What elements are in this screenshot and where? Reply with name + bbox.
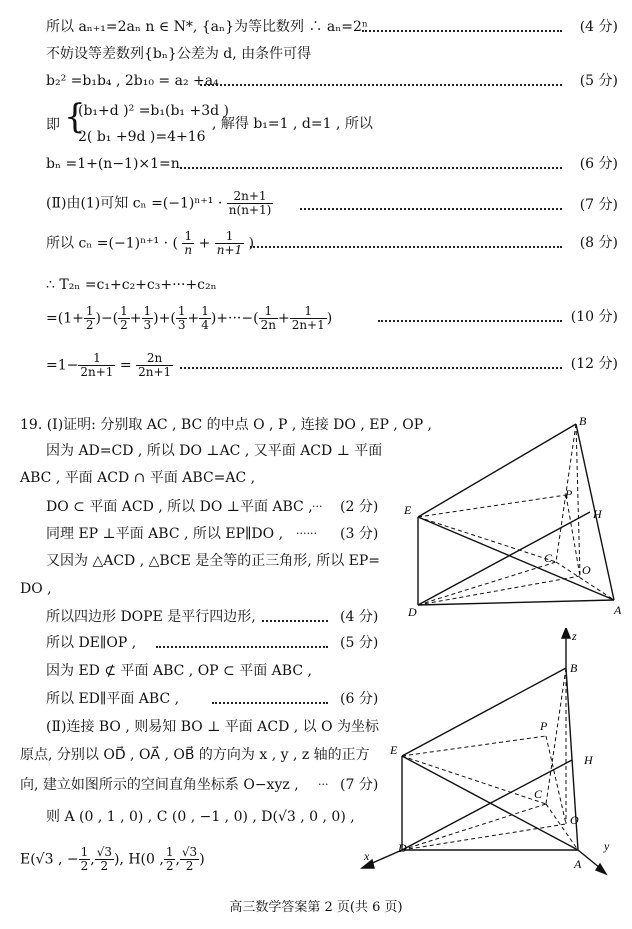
t: , — [90, 851, 95, 868]
figure-1-solid — [396, 412, 626, 624]
frac-den: n — [184, 243, 193, 257]
paren: ) — [248, 235, 255, 252]
frac-num: 1 — [201, 304, 209, 318]
score-6: (6 分) — [579, 156, 618, 172]
frac-den: 2n — [260, 318, 276, 332]
score-12: (12 分) — [570, 356, 618, 372]
frac-den: 3 — [143, 318, 152, 332]
q19-line: 因为 AD=CD , 所以 DO ⊥AC , 又平面 ACD ⊥ 平面 — [46, 443, 383, 459]
line-telescoping — [46, 305, 332, 332]
score-r5: (5 分) — [340, 635, 379, 651]
q19-line: 所以 ED∥平面 ABC , — [46, 691, 180, 707]
fig1-label-E: E — [404, 503, 412, 517]
frac-den: 2n+1 — [80, 365, 114, 379]
dot-leader — [262, 620, 328, 622]
frac-num: √3 — [96, 845, 112, 859]
frac — [84, 305, 96, 332]
frac — [118, 305, 130, 332]
dashed-EC — [402, 756, 546, 804]
t: + — [129, 310, 142, 327]
fig2-label-z: z — [572, 629, 577, 643]
system-eq1: (b₁+d )² =b₁(b₁ +3d ) — [78, 103, 230, 119]
z-arrow — [562, 628, 570, 638]
frac-den: 2n+1 — [138, 365, 172, 379]
score-5: (5 分) — [579, 73, 618, 89]
cn-prefix: (Ⅱ)由(1)可知 cₙ =(−1)ⁿ⁺¹ · — [46, 195, 223, 212]
line-cn-formula — [46, 190, 273, 217]
score-r2: (2 分) — [340, 499, 379, 515]
frac-den: 2 — [120, 318, 128, 332]
line-bn-formula: bₙ =1+(n−1)×1=n — [46, 156, 180, 172]
q19-line: ABC , 平面 ACD ∩ 平面 ABC=AC , — [20, 470, 256, 486]
dashed-PO — [546, 736, 566, 824]
fig1-label-B: B — [579, 414, 587, 428]
dashed-BC — [546, 668, 566, 804]
t: =1− — [46, 357, 79, 374]
frac — [142, 305, 154, 332]
fig2-label-D: D — [398, 841, 407, 855]
frac-den: 2 — [80, 859, 89, 873]
frac-num: 1 — [182, 230, 194, 244]
frac — [164, 846, 176, 873]
q19-line: 同理 EP ⊥平面 ABC , 所以 EP∥DO , — [46, 526, 284, 542]
line-bn-setup: 不妨设等差数列{bₙ}公差为 d, 由条件可得 — [46, 46, 312, 62]
dot-leader — [180, 367, 562, 369]
fig2-label-x: x — [364, 849, 370, 863]
frac-num: 1 — [290, 305, 327, 319]
t: ) — [199, 851, 205, 868]
frac — [180, 846, 199, 873]
score-10: (10 分) — [570, 309, 618, 325]
q19-line: (Ⅱ)连接 BO , 则易知 BO ⊥ 平面 ACD , 以 O 为坐标 — [46, 719, 380, 735]
frac-num: 1 — [165, 845, 174, 859]
t: , — [175, 851, 180, 868]
q19-coords-EH — [20, 846, 205, 873]
frac-num: 1 — [215, 230, 244, 244]
system-solution: , 解得 b₁=1 , d=1 , 所以 — [212, 116, 373, 132]
t: )−( — [95, 310, 119, 327]
frac-den: 3 — [177, 318, 186, 332]
dot-leader — [200, 84, 562, 86]
q19-line: 原点, 分别以 OD⃗ , OA⃗ , OB⃗ 的方向为 x , y , z 轴的正方 — [20, 747, 370, 763]
t: E(√3 , − — [20, 851, 79, 868]
system-eq2: 2( b₁ +9d )=4+16 — [78, 129, 206, 145]
frac — [182, 230, 194, 257]
edge-DH — [418, 512, 590, 605]
score-r3: (3 分) — [340, 526, 379, 542]
dot-leader — [156, 646, 328, 648]
fig1-label-O: O — [582, 563, 591, 577]
q19-line: 向, 建立如图所示的空间直角坐标系 O−xyz , — [20, 777, 299, 793]
q19-line: 因为 ED ⊄ 平面 ABC , OP ⊂ 平面 ABC , — [46, 663, 312, 679]
frac — [290, 305, 327, 332]
edge-EB — [418, 424, 576, 517]
fig2-label-A: A — [574, 857, 582, 871]
frac-den: 4 — [201, 318, 209, 332]
dashed-DO — [418, 576, 580, 605]
score-r6: (6 分) — [340, 691, 379, 707]
frac-num: 1 — [120, 304, 128, 318]
score-4: (4 分) — [579, 19, 618, 35]
frac — [136, 352, 173, 379]
q19-line: 19. (Ⅰ)证明: 分别取 AC , BC 的中点 O , P , 连接 DO , EP , OP , — [20, 417, 433, 433]
fig1-label-A: A — [614, 603, 622, 617]
frac-den: 2n+1 — [291, 318, 325, 332]
frac-den: 2 — [165, 859, 174, 873]
t: = — [115, 357, 137, 374]
frac-den: n(n+1) — [228, 203, 272, 217]
line-cn-split — [46, 230, 254, 257]
cn-split-prefix: 所以 cₙ =(−1)ⁿ⁺¹ · ( — [46, 235, 178, 252]
dot-leader — [378, 320, 562, 322]
frac-num: 1 — [259, 305, 278, 319]
system-brace: { — [64, 97, 86, 137]
frac — [199, 305, 211, 332]
frac-den: 2 — [85, 318, 94, 332]
fig1-label-P: P — [565, 487, 573, 501]
frac — [215, 230, 244, 257]
frac — [95, 846, 114, 873]
edge-EB — [402, 668, 566, 756]
t: )+···−( — [210, 310, 259, 327]
frac-num: 2n+1 — [227, 190, 274, 204]
dot-leader-short: ··· — [318, 778, 329, 791]
dashed-DC — [402, 804, 546, 850]
page-footer: 高三数学答案第 2 页(共 6 页) — [229, 900, 403, 915]
t: ), H(0 , — [113, 851, 164, 868]
fig2-label-E: E — [390, 743, 398, 757]
t: + — [277, 310, 290, 327]
fig2-label-B: B — [570, 661, 578, 675]
q19-line: 所以四边形 DOPE 是平行四边形, — [46, 609, 256, 625]
dashed-CA — [546, 804, 578, 850]
score-8: (8 分) — [579, 235, 618, 251]
score-r7: (7 分) — [340, 777, 379, 793]
plus: + — [198, 235, 211, 252]
frac-num: 2n — [136, 352, 173, 366]
fig1-label-H: H — [593, 507, 602, 521]
frac-den: 2 — [185, 859, 194, 873]
q19-line: 所以 DE∥OP , — [46, 635, 137, 651]
frac-num: 1 — [143, 304, 152, 318]
dashed-EP — [402, 736, 546, 756]
t: =(1+ — [46, 310, 84, 327]
frac — [259, 305, 278, 332]
fig1-label-C: C — [544, 551, 553, 565]
t: ) — [326, 310, 333, 327]
frac-num: 1 — [80, 845, 89, 859]
t: )+( — [153, 310, 176, 327]
dashed-PO — [566, 495, 580, 576]
dot-leader-short: ··· — [312, 500, 323, 513]
dot-leader-short: ······ — [296, 527, 317, 540]
dashed-EC — [418, 517, 556, 562]
fig2-label-H: H — [584, 753, 593, 767]
line-T2n-result — [46, 352, 173, 379]
dot-leader — [212, 702, 328, 704]
line-bn-condition: b₂² =b₁b₄ , 2b₁₀ = a₂ +a₄ — [46, 73, 219, 89]
fig2-label-y: y — [604, 839, 610, 853]
q19-line: DO , — [20, 581, 52, 597]
frac-num: √3 — [181, 845, 198, 859]
dot-leader — [180, 167, 562, 169]
figure-2-coordinate-solid — [360, 628, 628, 880]
score-7: (7 分) — [579, 197, 618, 213]
cn-fraction — [227, 190, 274, 217]
fig2-label-C: C — [534, 787, 543, 801]
frac-num: 1 — [78, 352, 115, 366]
frac — [78, 352, 115, 379]
score-r4: (4 分) — [340, 609, 379, 625]
dashed-BO — [576, 424, 580, 576]
q19-line: 则 A (0 , 1 , 0) , C (0 , −1 , 0) , D(√3 , 0 , 0) , — [46, 809, 355, 825]
dot-leader — [362, 30, 562, 32]
line-an-geometric: 所以 aₙ₊₁=2aₙ n ∈ N*, {aₙ}为等比数列 ∴ aₙ=2ⁿ — [46, 19, 368, 35]
edge-DA — [418, 600, 614, 605]
frac — [79, 846, 91, 873]
dot-leader — [250, 246, 562, 248]
frac-num: 1 — [85, 304, 94, 318]
line-T2n: ∴ T₂ₙ =c₁+c₂+c₃+···+c₂ₙ — [46, 277, 217, 293]
fig2-label-O: O — [570, 813, 579, 827]
dashed-EP — [418, 495, 566, 517]
fig1-label-D: D — [408, 605, 417, 619]
frac-den: n+1 — [216, 243, 243, 257]
frac — [176, 305, 188, 332]
q19-line: DO ⊂ 平面 ACD , 所以 DO ⊥平面 ABC , — [46, 499, 313, 515]
label-ji: 即 — [46, 117, 60, 133]
t: + — [187, 310, 200, 327]
dot-leader — [300, 208, 562, 210]
frac-den: 2 — [100, 859, 109, 873]
frac-num: 1 — [177, 304, 186, 318]
fig2-label-P: P — [540, 719, 548, 733]
q19-line: 又因为 △ACD , △BCE 是全等的正三角形, 所以 EP= — [46, 553, 381, 569]
